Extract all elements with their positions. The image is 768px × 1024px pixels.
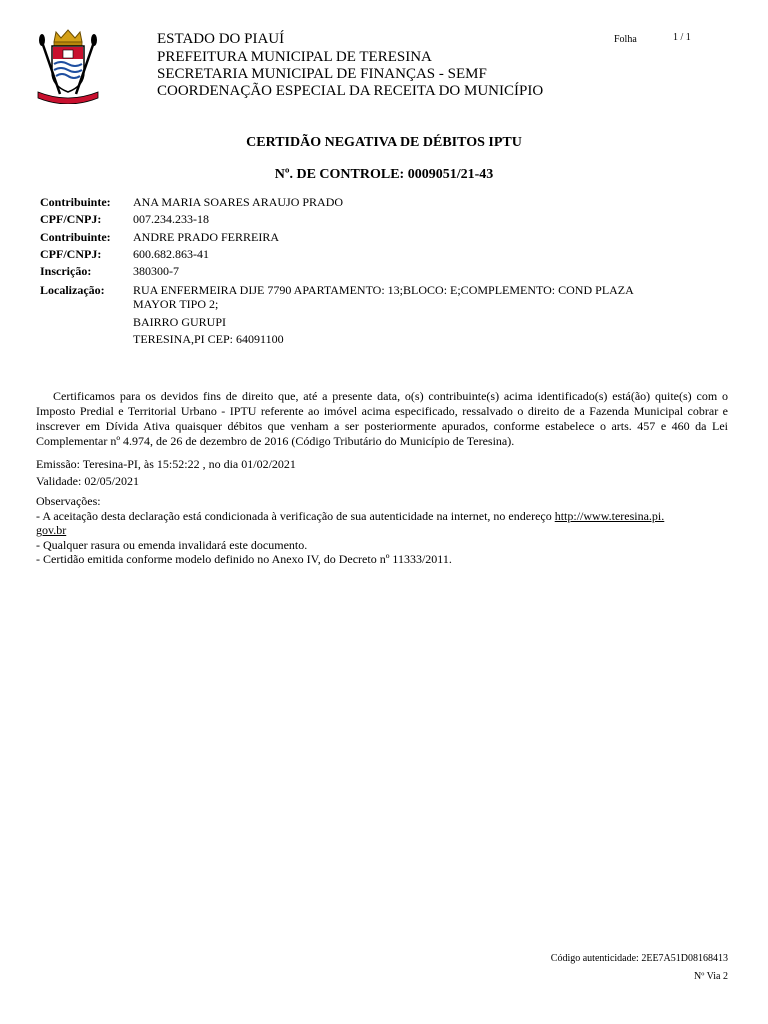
authenticity-code: Código autenticidade: 2EE7A51D08168413 <box>550 953 728 964</box>
validade-text: Validade: 02/05/2021 <box>36 474 139 488</box>
localizacao-line-1: RUA ENFERMEIRA DIJE 7790 APARTAMENTO: 13;BLOCO: E;COMPLEMENTO: COND PLAZA <box>133 283 634 297</box>
certification-paragraph: Certificamos para os devidos fins de direito que, até a presente data, o(s) contribuinte(s) acima identificado(s) está(ão) quite(s) com o Imposto Predial e Territorial Urbano - IPTU referente ao imóvel acima especificado, ressalvado o direito de a Fazenda Municipal cobrar e inscrever em Dívida Ativa quaisquer débitos que venham a ser posteriormente apurados, conforme estabelece o arts. 457 e 460 da Lei Complementar nº 4.974, de 26 de dezembro de 2016 (Código Tributário do Município de Teresina). <box>36 389 728 448</box>
contribuinte-2-label: Contribuinte: <box>40 230 111 244</box>
page-number: 1 / 1 <box>673 32 691 43</box>
cpf-1-label: CPF/CNPJ: <box>40 212 102 226</box>
teresina-coat-of-arms-icon <box>34 28 102 104</box>
localizacao-line-4: TERESINA,PI CEP: 64091100 <box>133 332 284 346</box>
header-secretaria: SECRETARIA MUNICIPAL DE FINANÇAS - SEMF <box>157 66 487 82</box>
localizacao-line-3: BAIRRO GURUPI <box>133 315 227 329</box>
localizacao-line-2: MAYOR TIPO 2; <box>133 297 219 311</box>
header-prefeitura: PREFEITURA MUNICIPAL DE TERESINA <box>157 49 432 65</box>
header-state: ESTADO DO PIAUÍ <box>157 31 285 47</box>
emissao-text: Emissão: Teresina-PI, às 15:52:22 , no dia 01/02/2021 <box>36 457 296 471</box>
cpf-2-label: CPF/CNPJ: <box>40 247 102 261</box>
teresina-url-link[interactable]: http://www.teresina.pi. <box>554 509 665 523</box>
cpf-2-value: 600.682.863-41 <box>133 247 209 261</box>
inscricao-label: Inscrição: <box>40 264 92 278</box>
observacoes-line-4: - Certidão emitida conforme modelo definido no Anexo IV, do Decreto nº 11333/2011. <box>36 552 452 566</box>
inscricao-value: 380300-7 <box>133 264 179 278</box>
header-coordenacao: COORDENAÇÃO ESPECIAL DA RECEITA DO MUNICÍPIO <box>157 83 544 99</box>
teresina-url-link-continued[interactable]: gov.br <box>36 523 67 537</box>
folha-label: Folha <box>614 34 637 45</box>
observacoes-line-1 <box>36 509 664 524</box>
observacoes-line-2 <box>36 523 66 538</box>
contribuinte-1-value: ANA MARIA SOARES ARAUJO PRADO <box>133 195 344 209</box>
contribuinte-2-value: ANDRE PRADO FERREIRA <box>133 230 280 244</box>
observacoes-heading: Observações: <box>36 494 101 508</box>
cpf-1-value: 007.234.233-18 <box>133 212 209 226</box>
observacoes-line-1-text: - A aceitação desta declaração está condicionada à verificação de sua autenticidade na internet, no endereço <box>36 509 555 523</box>
localizacao-label: Localização: <box>40 283 105 297</box>
via-number: Nº Via 2 <box>694 971 728 982</box>
control-number: Nº. DE CONTROLE: 0009051/21-43 <box>274 167 494 182</box>
document-title: CERTIDÃO NEGATIVA DE DÉBITOS IPTU <box>246 135 522 150</box>
observacoes-line-3: - Qualquer rasura ou emenda invalidará este documento. <box>36 538 308 552</box>
contribuinte-1-label: Contribuinte: <box>40 195 111 209</box>
